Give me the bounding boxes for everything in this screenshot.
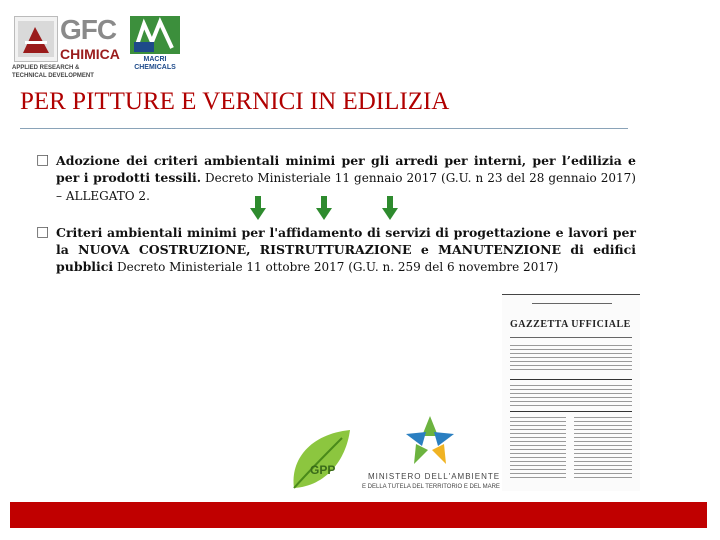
gazzetta-ufficiale-image [502, 294, 640, 491]
gpp-logo-text: GPP [310, 463, 336, 477]
gazette-header-line [532, 303, 612, 304]
gfc-tagline-line2: TECHNICAL DEVELOPMENT [12, 73, 94, 79]
chimica-brand-text: CHIMICA [60, 46, 120, 62]
gfc-tagline [12, 64, 122, 80]
gfc-mark-icon [14, 16, 58, 62]
gazette-rule [510, 379, 632, 380]
ministero-ambiente-logo [360, 412, 500, 502]
ministry-star-icon [360, 412, 500, 470]
gpp-leaf-icon [280, 410, 360, 500]
gazette-text-block [510, 417, 566, 481]
gazette-rule [510, 337, 632, 338]
bullet-2-regular: Decreto Ministeriale 11 ottobre 2017 (G.U. n. 259 del 6 novembre 2017) [113, 260, 559, 274]
gazette-title: GAZZETTA UFFICIALE [510, 319, 631, 330]
bullet-marker-2: □ [36, 224, 50, 240]
gfc-tagline-line1: APPLIED RESEARCH & [12, 65, 80, 71]
gazette-text-block [510, 385, 632, 407]
arrow-down-icon [250, 196, 266, 220]
macri-line2: CHEMICALS [134, 64, 176, 71]
gpp-logo [280, 410, 360, 500]
bullet-1-bold: Adozione dei criteri ambientali minimi per gli arredi per interni, per l’edilizia e per i prodotti tessili. [56, 153, 636, 185]
macri-chemicals-logo [126, 14, 184, 70]
page-title: PER PITTURE E VERNICI IN EDILIZIA [20, 88, 450, 115]
gazette-rule [510, 411, 632, 412]
gfc-chimica-logo [12, 12, 122, 79]
bullet-2-bold: Criteri ambientali minimi per l'affidamento di servizi di progettazione e lavori per la NUOVA COSTRUZIONE, RISTRUTTURAZIONE e MANUTENZIONE di edifici pubblici [56, 225, 636, 274]
bullet-1-regular: Decreto Ministeriale 11 gennaio 2017 (G.U. n 23 del 28 gennaio 2017) – ALLEGATO 2. [56, 171, 636, 203]
gfc-brand-text: GFC [60, 14, 117, 45]
ministry-subtitle: E DELLA TUTELA DEL TERRITORIO E DEL MARE [362, 484, 500, 490]
footer-bar [10, 502, 707, 528]
macri-text [126, 56, 184, 72]
gazette-text-block [574, 417, 632, 481]
title-divider [20, 128, 628, 129]
arrow-down-icon [382, 196, 398, 220]
ministry-name: MINISTERO DELL'AMBIENTE [368, 472, 501, 481]
bullet-marker-1: □ [36, 152, 50, 168]
macri-mark-icon [126, 14, 184, 56]
gazette-text-block [510, 345, 632, 373]
bullet-text-2 [56, 224, 636, 276]
arrow-down-icon [316, 196, 332, 220]
macri-line1: MACRI [143, 56, 167, 63]
bullet-text-1 [56, 152, 636, 205]
